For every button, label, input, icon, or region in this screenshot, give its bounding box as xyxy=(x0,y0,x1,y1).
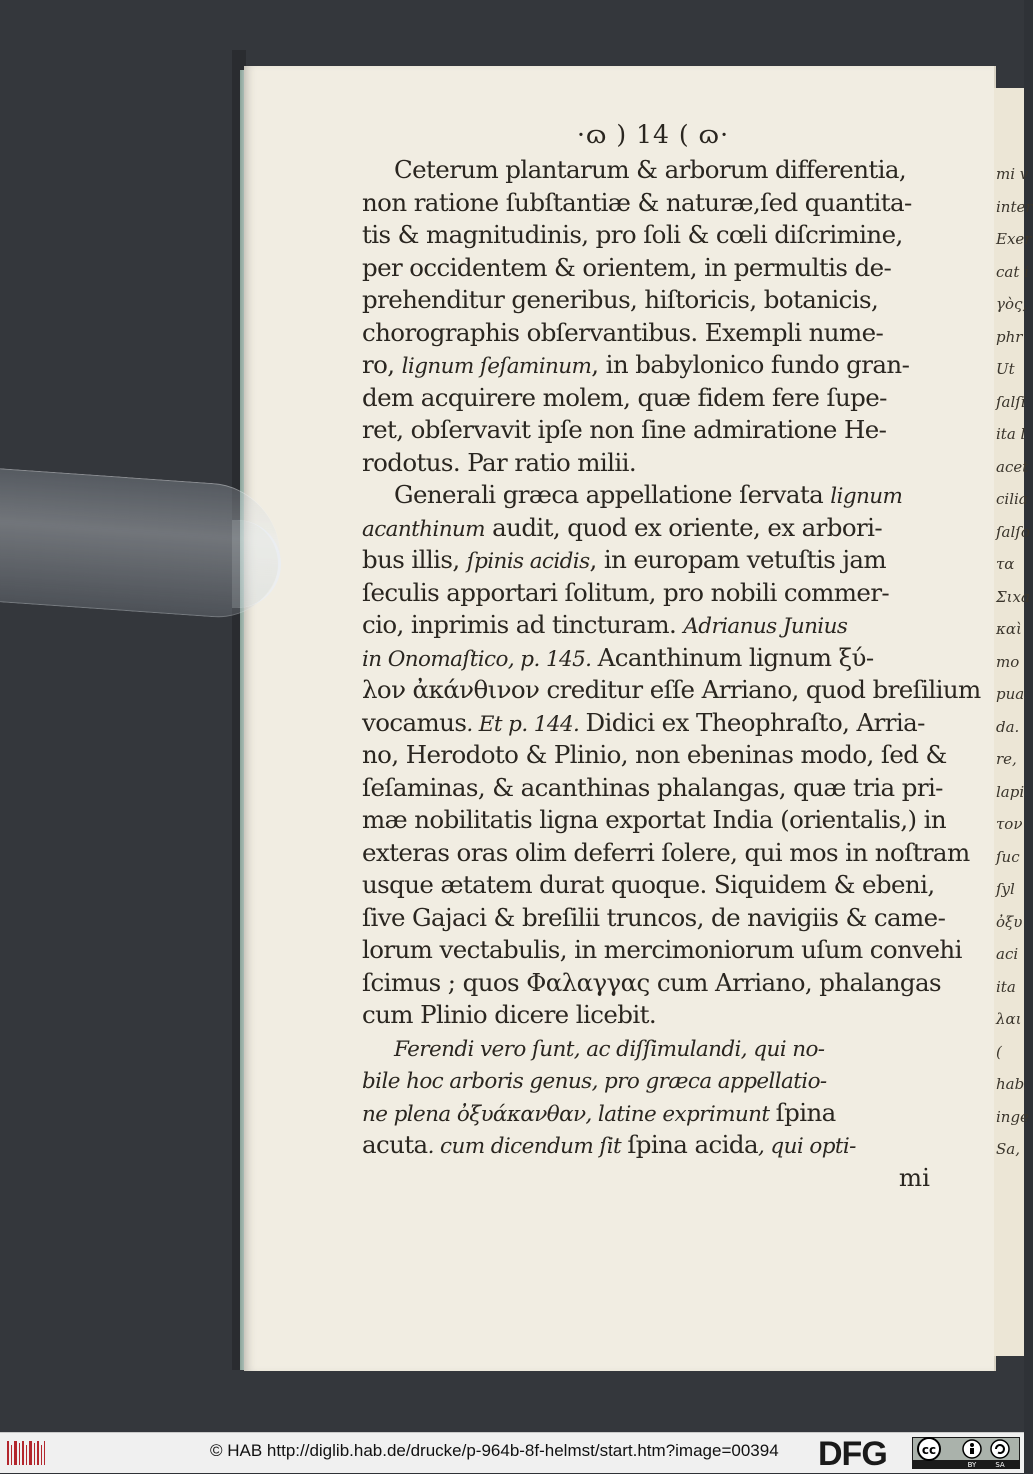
roman-text: Ceterum plantarum & arborum differentia, xyxy=(394,155,907,184)
text-line xyxy=(362,414,944,447)
italic-text: in Onomaſtico, p. 145. xyxy=(362,646,598,672)
next-page-fragment: inter xyxy=(996,197,1033,216)
text-line xyxy=(362,707,944,740)
roman-text: rodotus. Par ratio milii. xyxy=(362,447,637,477)
next-page-fragment: re, xyxy=(996,750,1017,768)
svg-text:SA: SA xyxy=(995,1461,1005,1469)
barcode-icon xyxy=(6,1439,46,1467)
next-page-fragment: da. xyxy=(996,717,1020,736)
next-page-fragment: ita xyxy=(996,977,1016,996)
text-line xyxy=(362,869,944,902)
cc-license-icon[interactable] xyxy=(912,1437,1020,1469)
text-line xyxy=(362,284,944,317)
italic-text: Adrianus Junius xyxy=(683,614,848,639)
roman-text: acuta xyxy=(362,1130,428,1159)
roman-text: cum Plinio dicere licebit. xyxy=(362,1000,657,1029)
text-line xyxy=(362,804,947,837)
text-line xyxy=(362,544,944,577)
roman-text: Acanthinum lignum ξύ- xyxy=(597,642,874,672)
copyright-url[interactable]: © HAB http://diglib.hab.de/drucke/p-964b-8f-helmst/start.htm?image=00394 xyxy=(210,1441,779,1460)
text-line xyxy=(362,187,944,220)
catchword: mi xyxy=(898,1162,930,1192)
next-page-fragment: aci xyxy=(996,945,1019,963)
roman-text: ſpina acida xyxy=(627,1130,758,1159)
svg-text:cc: cc xyxy=(921,1443,937,1457)
roman-text: audit, quod ex oriente, ex arbori- xyxy=(484,512,883,542)
next-page-fragment: lapi xyxy=(996,782,1025,801)
next-page-fragment: ita l xyxy=(996,425,1026,443)
next-page-edge xyxy=(994,88,1033,1356)
roman-text: λον ἀκάνθινον creditur eſſe Arriano, quod breſilium xyxy=(362,675,981,704)
roman-text: mæ nobilitatis ligna exportat India (orientalis,) in xyxy=(362,805,947,834)
italic-text: , qui opti- xyxy=(757,1134,856,1159)
text-line xyxy=(362,674,981,707)
next-page-fragment: γὸς, xyxy=(996,295,1028,313)
next-page-fragment: ὀξυ xyxy=(996,912,1023,931)
body-text xyxy=(362,154,981,1162)
text-line xyxy=(362,999,944,1032)
roman-text: ſeculis apportari ſolitum, pro nobili commer- xyxy=(362,577,890,607)
next-page-fragment: ſalſi xyxy=(996,392,1026,411)
next-page-fragment: ſyl xyxy=(996,880,1015,898)
roman-text: ret, obſervavit ipſe non ſine admiratione He- xyxy=(362,415,887,444)
next-page-fragment: ( xyxy=(996,1042,1002,1061)
roman-text: , in europam vetuſtis jam xyxy=(589,545,887,574)
roman-text: Generali græca appellatione ſervata xyxy=(394,480,831,509)
roman-text: chorographis obſervantibus. Exempli nume- xyxy=(362,317,884,347)
italic-text: lignum xyxy=(830,484,903,509)
roman-text: ſive Gajaci & breſilii truncos, de navigiis & came- xyxy=(362,902,946,932)
next-page-fragment: cilia xyxy=(996,490,1028,508)
next-page-fragment: pua xyxy=(996,685,1025,703)
italic-text: Ferendi vero ſunt, ac diſſimulandi, qui no- xyxy=(394,1036,825,1062)
text-line xyxy=(362,317,944,350)
italic-text: ne plena ὀξυάκανθαν, latine exprimunt xyxy=(362,1101,776,1127)
text-line xyxy=(362,349,944,382)
running-head-page-number: ·ɷ ) 14 ( ɷ· xyxy=(576,120,730,149)
next-page-fragment: Ut xyxy=(996,360,1015,378)
roman-text: no, Herodoto & Plinio, non ebeninas modo, ſed & xyxy=(362,740,947,769)
next-page-fragment: Exer xyxy=(996,230,1032,248)
italic-text: ſpinis acidis xyxy=(466,549,590,574)
text-line xyxy=(362,1032,944,1065)
roman-text: prehenditur generibus, hiſtoricis, botanicis, xyxy=(362,285,879,314)
text-line xyxy=(362,902,944,935)
roman-text: per occidentem & orientem, in permultis de- xyxy=(362,252,892,282)
text-line xyxy=(362,219,944,252)
italic-text: bile hoc arboris genus, pro græca appellatio- xyxy=(362,1069,827,1094)
italic-text: lignum ſeſaminum xyxy=(401,354,592,379)
text-line xyxy=(362,1064,944,1097)
svg-text:BY: BY xyxy=(967,1461,977,1469)
text-line xyxy=(362,642,944,675)
next-page-fragment: τα xyxy=(996,555,1015,573)
text-line xyxy=(362,154,944,187)
roman-text: non ratione ſubſtantiæ & naturæ,ſed quantita- xyxy=(362,187,912,217)
roman-text: ro, xyxy=(362,350,402,379)
text-line xyxy=(362,479,944,512)
next-page-fragment: Σιxa xyxy=(996,587,1030,606)
next-page-fragment: Sa, xyxy=(996,1140,1020,1158)
roman-text: dem acquirere molem, quæ fidem fere ſupe- xyxy=(362,382,887,412)
next-page-fragment: τον xyxy=(996,815,1023,833)
roman-text: lorum vectabulis, in mercimoniorum uſum convehi xyxy=(362,935,962,964)
text-line xyxy=(362,837,970,870)
roman-text: ſcimus ; quos Φαλαγγας cum Arriano, phalangas xyxy=(362,967,941,997)
italic-text: . Et p. 144. xyxy=(466,711,586,737)
text-line xyxy=(362,772,944,805)
text-line xyxy=(362,252,944,285)
text-line xyxy=(362,609,944,642)
italic-text: acanthinum xyxy=(362,516,485,542)
next-page-fragment: καὶ xyxy=(996,620,1022,638)
next-page-fragment: hab xyxy=(996,1075,1025,1093)
roman-text: , in babylonico fundo gran- xyxy=(591,350,910,379)
roman-text: tis & magnitudinis, pro ſoli & cœli diſcrimine, xyxy=(362,220,903,249)
roman-text: ſpina xyxy=(775,1097,836,1127)
roman-text: cio, inprimis ad tincturam. xyxy=(362,610,684,639)
italic-text: . cum dicendum ſit xyxy=(427,1134,628,1159)
next-page-fragment: mo xyxy=(996,652,1020,671)
next-page-fragment: cat i xyxy=(996,262,1029,281)
text-line xyxy=(362,934,962,967)
text-line xyxy=(362,447,944,480)
text-line xyxy=(362,739,947,772)
next-page-fragment: acet xyxy=(996,457,1029,476)
page-text xyxy=(362,118,981,1194)
next-page-fragment: ſalſo xyxy=(996,522,1030,541)
text-line xyxy=(362,967,944,1000)
roman-text: usque ætatem durat quoque. Siquidem & ebeni, xyxy=(362,870,935,899)
text-line xyxy=(362,577,944,610)
next-page-fragment: ſuc xyxy=(996,847,1020,866)
text-line xyxy=(362,512,944,545)
dfg-logo: DFG xyxy=(818,1435,887,1473)
roman-text: exteras oras olim deferri ſolere, qui mos in noſtram xyxy=(362,837,970,867)
text-line xyxy=(362,1097,944,1130)
text-line xyxy=(362,382,944,415)
next-page-fragment: inge xyxy=(996,1107,1029,1126)
next-page-fragment: mi v xyxy=(996,165,1029,183)
next-page-fragment: phr xyxy=(996,327,1023,346)
roman-text: Didici ex Theophraſto, Arria- xyxy=(585,707,925,737)
viewer-footer xyxy=(0,1432,1024,1473)
next-page-fragment: λαι xyxy=(996,1010,1022,1028)
text-line xyxy=(362,1129,944,1162)
roman-text: ſeſaminas, & acanthinas phalangas, quæ tria pri- xyxy=(362,772,943,802)
roman-text: bus illis, xyxy=(362,545,467,574)
next-page-text-fragments xyxy=(996,158,1033,1166)
roman-text: vocamus xyxy=(362,707,467,737)
